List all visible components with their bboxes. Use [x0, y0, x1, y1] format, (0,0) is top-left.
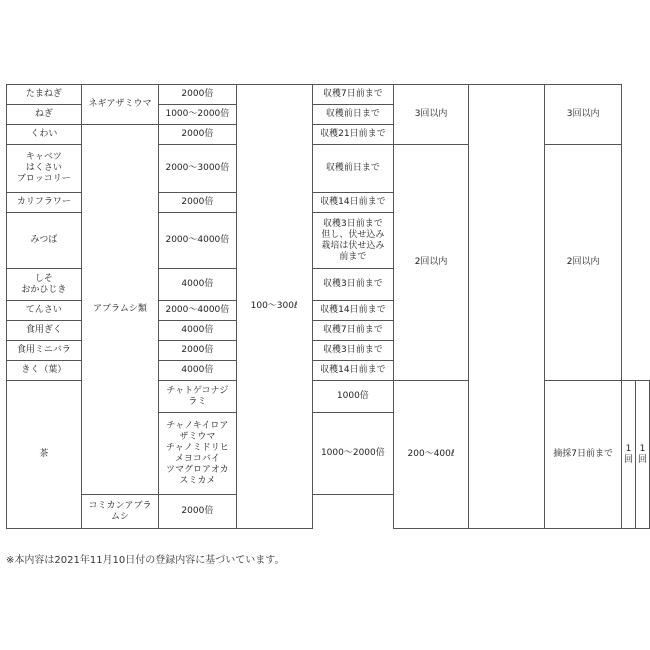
table-cell: ネギアザミウマ — [81, 85, 159, 125]
table-cell: 収穫前日まで — [312, 105, 393, 125]
table-cell: きく（葉） — [7, 361, 82, 381]
table-cell: 茶 — [7, 381, 82, 529]
table-cell: 食用ミニバラ — [7, 341, 82, 361]
table-cell: 摘採7日前まで — [545, 381, 622, 529]
table-cell: チャトゲコナジ ラミ — [159, 381, 236, 413]
table-cell: 2000～4000倍 — [159, 301, 236, 321]
table-cell: 2000倍 — [159, 495, 236, 529]
table-cell: 収穫21日前まで — [312, 125, 393, 145]
table-cell: 1000倍 — [312, 381, 393, 413]
pesticide-table — [6, 84, 650, 529]
table-cell: 食用ぎく — [7, 321, 82, 341]
footnote: ※本内容は2021年11月10日付の登録内容に基づいています。 — [6, 555, 285, 566]
table-row — [7, 85, 650, 105]
table-cell: 3回以内 — [545, 85, 622, 145]
table-cell: 収穫7日前まで — [312, 85, 393, 105]
table-cell: チャノキイロア ザミウマ チャノミドリヒ メヨコバイ ツマグロアオカ スミカメ — [159, 413, 236, 495]
table-cell: 2回以内 — [545, 145, 622, 381]
table-cell: 2000倍 — [159, 125, 236, 145]
table-cell: 収穫前日まで — [312, 145, 393, 193]
table-cell: 収穫14日前まで — [312, 193, 393, 213]
table-cell: コミカンアブラ ムシ — [81, 495, 159, 529]
table-cell: みつば — [7, 213, 82, 269]
table-cell: カリフラワー — [7, 193, 82, 213]
table-cell: 収穫14日前まで — [312, 301, 393, 321]
table-cell: てんさい — [7, 301, 82, 321]
table-cell: 2000倍 — [159, 85, 236, 105]
table-cell: たまねぎ — [7, 85, 82, 105]
table-cell: 収穫3日前まで — [312, 341, 393, 361]
table-cell: キャベツ はくさい ブロッコリー — [7, 145, 82, 193]
table-cell: 4000倍 — [159, 269, 236, 301]
table-cell: 1回 — [622, 381, 636, 529]
table-cell: 2000倍 — [159, 193, 236, 213]
table-cell: 2000倍 — [159, 341, 236, 361]
table-cell: 4000倍 — [159, 361, 236, 381]
table-cell: 100～300ℓ — [236, 85, 312, 529]
table-cell: 2000～3000倍 — [159, 145, 236, 193]
table-cell: 4000倍 — [159, 321, 236, 341]
table-cell: くわい — [7, 125, 82, 145]
table-cell — [469, 85, 545, 529]
table-cell: 2回以内 — [393, 145, 468, 381]
table-cell: 収穫14日前まで — [312, 361, 393, 381]
table-cell: 収穫3日前まで — [312, 269, 393, 301]
table-cell: ねぎ — [7, 105, 82, 125]
table-cell: 3回以内 — [393, 85, 468, 145]
table-cell: 1000～2000倍 — [312, 413, 393, 495]
table-cell: 1回 — [636, 381, 650, 529]
table-cell: 収穫7日前まで — [312, 321, 393, 341]
table-cell: しそ おかひじき — [7, 269, 82, 301]
table-cell: 2000～4000倍 — [159, 213, 236, 269]
table-cell: アブラムシ類 — [81, 125, 159, 495]
table-cell: 200～400ℓ — [393, 381, 468, 529]
table-cell: 収穫3日前まで 但し、伏せ込み 栽培は伏せ込み 前まで — [312, 213, 393, 269]
table-cell: 1000～2000倍 — [159, 105, 236, 125]
